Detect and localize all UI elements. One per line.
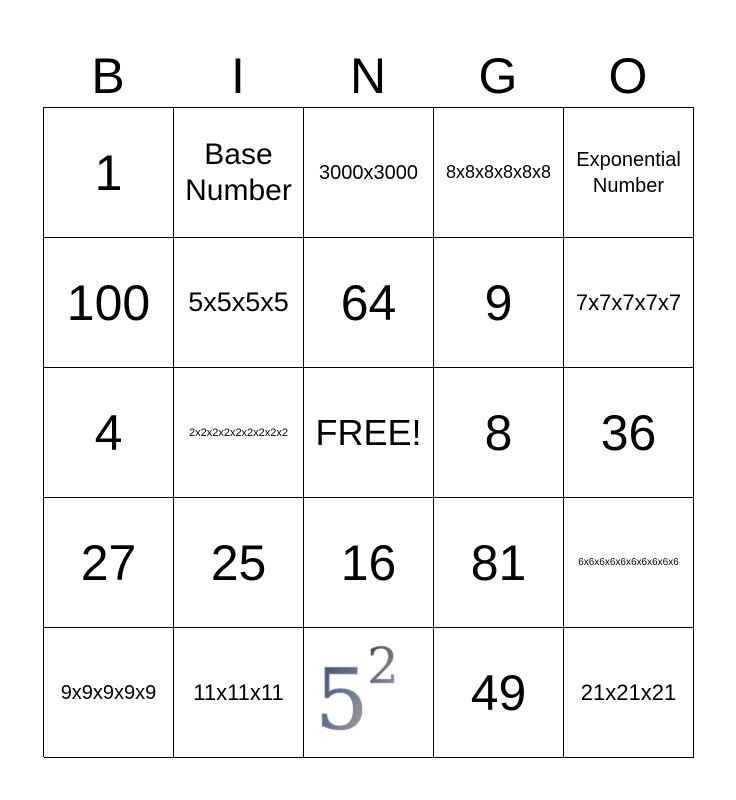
header-letter-o: O [608, 48, 648, 104]
bingo-cell: Exponential Number [564, 108, 694, 238]
bingo-cell: 4 [44, 368, 174, 498]
bingo-cell: 2x2x2x2x2x2x2x2x2 [174, 368, 304, 498]
five-squared-image [305, 629, 433, 757]
bingo-cell: 5x5x5x5 [174, 238, 304, 368]
bingo-cell: 100 [44, 238, 174, 368]
bingo-cell: 27 [44, 498, 174, 628]
bingo-cell: 25 [174, 498, 304, 628]
bingo-cell: 1 [44, 108, 174, 238]
bingo-header [43, 44, 693, 108]
bingo-cell: 64 [304, 238, 434, 368]
svg-text:5: 5 [314, 650, 368, 749]
bingo-cell: 8x8x8x8x8x8 [434, 108, 564, 238]
bingo-cell: 8 [434, 368, 564, 498]
bingo-cell: 16 [304, 498, 434, 628]
bingo-cell: 36 [564, 368, 694, 498]
bingo-cell: 81 [434, 498, 564, 628]
header-letter-n: N [349, 48, 387, 104]
bingo-cell: 7x7x7x7x7 [564, 238, 694, 368]
bingo-cell: Base Number [174, 108, 304, 238]
bingo-board [43, 107, 694, 757]
free-space-cell: FREE! [304, 368, 434, 498]
header-letter-b: B [91, 48, 125, 104]
svg-text:2: 2 [366, 636, 399, 695]
five-squared-image-cell [304, 628, 434, 758]
bingo-cell: 6x6x6x6x6x6x6x6x6x6 [564, 498, 694, 628]
bingo-cell: 21x21x21 [564, 628, 694, 758]
bingo-cell: 49 [434, 628, 564, 758]
bingo-cell: 9 [434, 238, 564, 368]
header-letter-i: I [231, 48, 245, 104]
bingo-cell: 3000x3000 [304, 108, 434, 238]
bingo-cell: 9x9x9x9x9 [44, 628, 174, 758]
bingo-cell: 11x11x11 [174, 628, 304, 758]
header-letter-g: G [478, 48, 518, 104]
